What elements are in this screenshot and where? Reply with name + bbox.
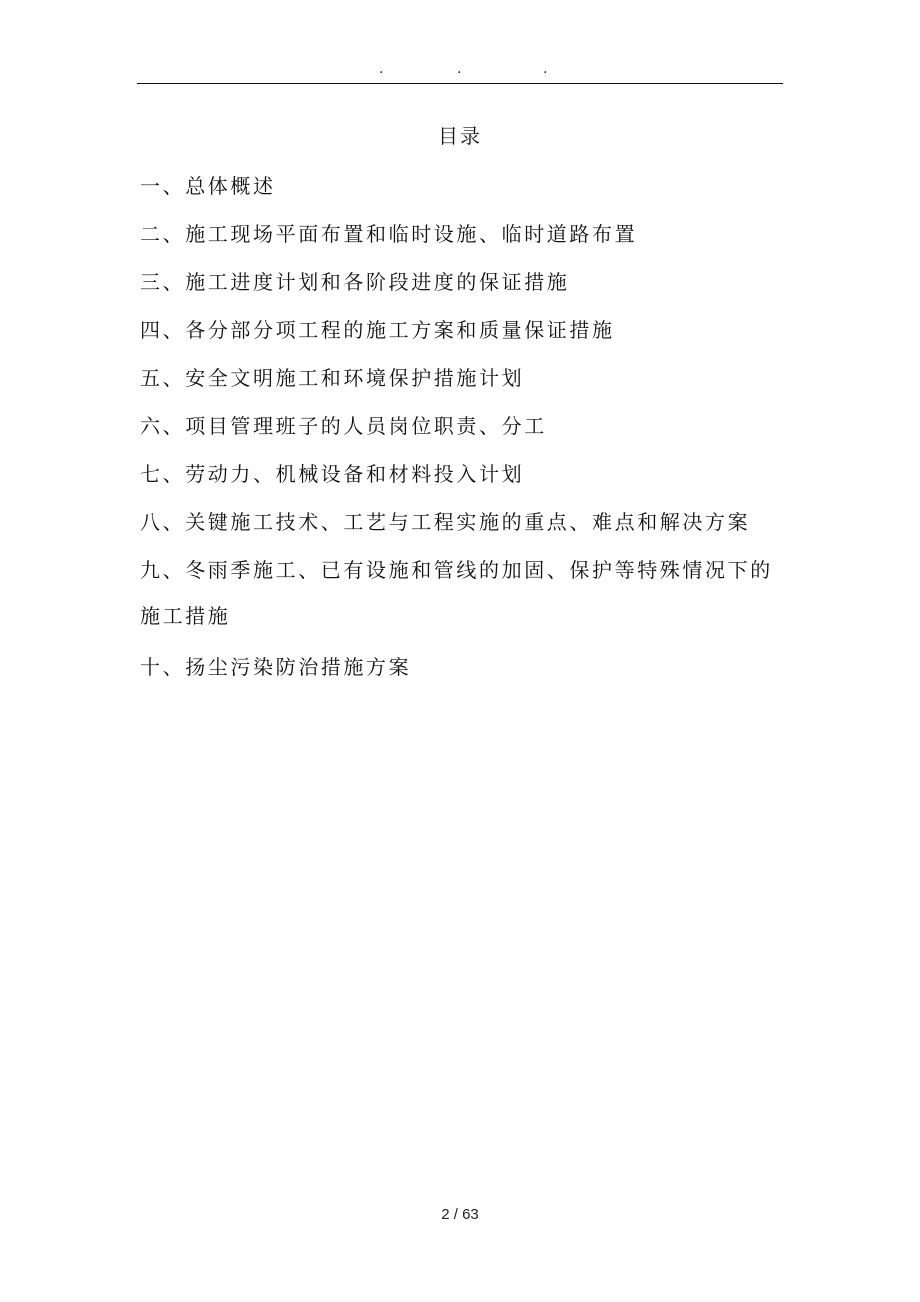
- page-header: [137, 62, 783, 82]
- toc-item: 四、各分部分项工程的施工方案和质量保证措施: [140, 318, 615, 342]
- header-dot: .: [379, 61, 384, 77]
- toc-item: 二、施工现场平面布置和临时设施、临时道路布置: [140, 222, 638, 246]
- toc-item: 九、冬雨季施工、已有设施和管线的加固、保护等特殊情况下的施工措施: [140, 558, 773, 628]
- toc-title: 目录: [438, 124, 482, 148]
- toc-item: 三、施工进度计划和各阶段进度的保证措施: [140, 270, 570, 294]
- toc-item: 五、安全文明施工和环境保护措施计划: [140, 366, 525, 390]
- toc-item: 一、总体概述: [140, 174, 276, 198]
- header-dot: .: [543, 61, 548, 77]
- toc-item: 七、劳动力、机械设备和材料投入计划: [140, 462, 525, 486]
- header-dot: .: [457, 61, 462, 77]
- toc-item: 六、项目管理班子的人员岗位职责、分工: [140, 414, 547, 438]
- toc-item: 八、关键施工技术、工艺与工程实施的重点、难点和解决方案: [140, 510, 751, 534]
- header-rule: [137, 83, 783, 84]
- toc-item: 十、扬尘污染防治措施方案: [140, 655, 412, 679]
- page-number: 2 / 63: [441, 1206, 479, 1223]
